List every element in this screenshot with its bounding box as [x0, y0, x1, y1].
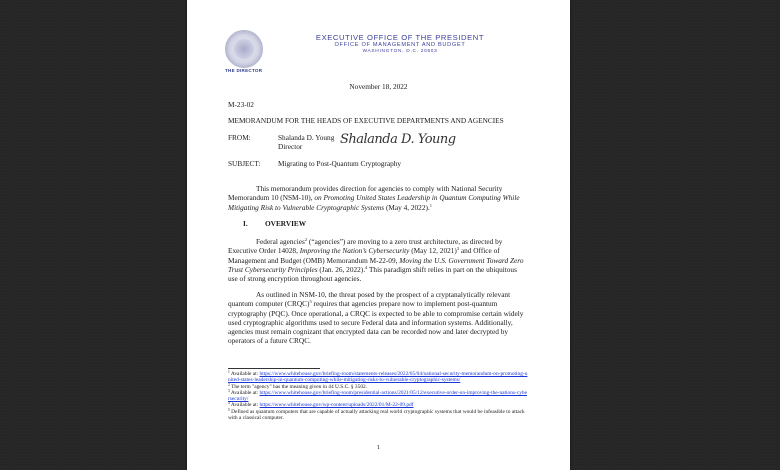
subject-label: SUBJECT: [228, 159, 261, 168]
overview-paragraph-2 [228, 290, 526, 346]
intro-text: This memorandum provides direction for agencies to comply with National Security Memorandum 10 (NSM-10), [228, 184, 503, 203]
text-run: (“agencies”) are moving to a zero trust architecture, as directed by Executive Order 14028, [228, 237, 503, 256]
footnote-ref-2[interactable]: 2 [304, 237, 308, 242]
letterhead [275, 33, 525, 55]
footnote-1 [228, 371, 528, 384]
memo-number: M-23-02 [228, 100, 254, 109]
memo-addressee: MEMORANDUM FOR THE HEADS OF EXECUTIVE DEPARTMENTS AND AGENCIES [228, 116, 504, 125]
footnote-number: 1 [228, 370, 230, 374]
section-heading [243, 219, 306, 228]
text-run: This paradigm shift relies in part on the ubiquitous use of strong encryption throughout agencies. [228, 264, 517, 284]
text-run: requires that agencies prepare now to implement post-quantum cryptography (PQC). Once operational, a CRQC is expected to be able to compromise certain widely used cryptographic algorithms used to secure Federal data and information systems. Additionally, agencies must remain cognizant that encrypted data can be recorded now and later decrypted by operators of a future CRQC. [228, 299, 524, 346]
footnote-3-link[interactable]: https://www.whitehouse.gov/briefing-room/presidential-actions/2021/05/12/executive-order-on-improving-the-nations-cybersecurity/ [228, 389, 528, 403]
text-run: (Jan. 26, 2022). [317, 264, 366, 274]
page-number: 1 [376, 444, 381, 451]
overview-paragraph-1 [228, 237, 526, 283]
footnote-4-link[interactable]: https://www.whitehouse.gov/wp-content/uploads/2022/01/M-22-09.pdf [259, 402, 414, 409]
footnote-number: 4 [228, 401, 230, 406]
signature-image: Shalanda D. Young [340, 132, 456, 147]
subject-text: Migrating to Post-Quantum Cryptography [278, 159, 402, 168]
footnotes [228, 371, 528, 421]
text-run: As outlined in NSM-10, the threat posed by the prospect of a cryptanalytically relevant quantum computer (CRQC) [228, 290, 511, 309]
footnote-number: 3 [228, 388, 230, 393]
footnote-number: 5 [228, 407, 230, 412]
footnote-ref-1[interactable]: 1 [429, 202, 432, 208]
text-run: Federal agencies [256, 237, 305, 246]
footnote-text: Defined as quantum computers that are capable of actually attacking real world cryptographic systems that would be infeasible to attack with a classical computer. [228, 408, 525, 422]
memo-title: Moving the U.S. Government Toward Zero Trust Cybersecurity Principles [228, 255, 524, 274]
footnote-ref-4[interactable]: 4 [365, 264, 368, 270]
intro-date: (May 4, 2022). [384, 202, 430, 212]
letterhead-line-1: EXECUTIVE OFFICE OF THE PRESIDENT [315, 33, 485, 42]
footnote-5 [228, 409, 528, 422]
section-number: I. [243, 219, 248, 228]
from-name: Shalanda D. Young [278, 133, 335, 142]
from-label: FROM: [228, 133, 251, 142]
omb-seal-icon [225, 30, 263, 68]
letterhead-line-3: WASHINGTON, D.C. 20503 [362, 49, 438, 54]
footnote-text: The term "agency" has the meaning given in 44 U.S.C. § 3502. [231, 383, 368, 390]
footnote-1-link[interactable]: https://www.whitehouse.gov/briefing-room/statements-releases/2022/05/04/national-security-memorandum-on-promoting-united-states-leadership-in-quantum-computing-while-mitigating-risks-to-vulnerable-cryptographic-systems/ [228, 371, 528, 384]
text-run: and Office of Management and Budget (OMB) Memorandum M-22-09, [228, 246, 500, 265]
from-title: Director [278, 142, 303, 151]
document-page[interactable] [187, 0, 570, 470]
footnote-text: Available at: [230, 402, 260, 409]
memo-date: November 18, 2022 [349, 82, 408, 91]
letterhead-line-2: OFFICE OF MANAGEMENT AND BUDGET [334, 42, 466, 48]
seal-label: THE DIRECTOR [225, 68, 263, 73]
footnote-text: Available at: [230, 389, 260, 396]
intro-nsm-title: on Promoting United States Leadership in Quantum Computing While Mitigating Risk to Vulnerable Cryptographic Systems [228, 193, 520, 212]
footnote-ref-3[interactable]: 3 [456, 246, 460, 252]
eagle-emblem-icon [234, 39, 254, 59]
footnote-divider [228, 368, 320, 369]
section-title: OVERVIEW [265, 219, 307, 228]
intro-paragraph [228, 184, 526, 212]
footnote-number: 2 [228, 382, 230, 387]
footnote-text: Available at: [230, 371, 260, 377]
text-run: (May 12, 2021) [409, 246, 457, 256]
eo-title: Improving the Nation’s Cybersecurity [299, 246, 410, 256]
footnote-ref-5[interactable]: 5 [309, 299, 312, 305]
